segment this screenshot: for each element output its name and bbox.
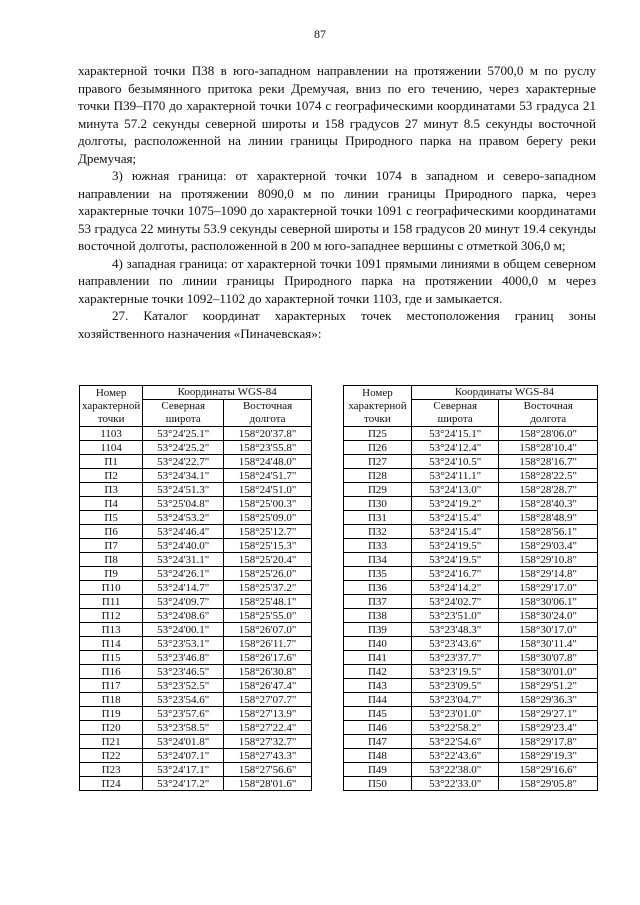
point-id-cell: П27 <box>344 455 412 469</box>
latitude-cell: 53°23'09.5" <box>411 679 499 693</box>
point-id-cell: П7 <box>80 539 143 553</box>
point-id-cell: П48 <box>344 749 412 763</box>
point-id-cell: П20 <box>80 721 143 735</box>
longitude-cell: 158°29'19.3" <box>499 749 598 763</box>
longitude-cell: 158°25'26.0" <box>224 567 312 581</box>
table-row <box>344 665 598 679</box>
table-row <box>80 427 312 441</box>
point-id-cell: П23 <box>80 763 143 777</box>
latitude-cell: 53°24'15.4" <box>411 511 499 525</box>
latitude-cell: 53°24'12.4" <box>411 441 499 455</box>
latitude-cell: 53°23'54.6" <box>143 693 224 707</box>
latitude-cell: 53°24'10.5" <box>411 455 499 469</box>
longitude-cell: 158°29'10.8" <box>499 553 598 567</box>
latitude-cell: 53°24'19.5" <box>411 539 499 553</box>
point-id-cell: П16 <box>80 665 143 679</box>
latitude-cell: 53°24'15.4" <box>411 525 499 539</box>
latitude-cell: 53°23'51.0" <box>411 609 499 623</box>
table-row <box>80 777 312 791</box>
latitude-cell: 53°23'57.6" <box>143 707 224 721</box>
longitude-cell: 158°28'48.9" <box>499 511 598 525</box>
longitude-cell: 158°29'05.8" <box>499 777 598 791</box>
point-id-cell: П14 <box>80 637 143 651</box>
latitude-cell: 53°24'26.1" <box>143 567 224 581</box>
point-id-cell: П12 <box>80 609 143 623</box>
latitude-cell: 53°22'38.0" <box>411 763 499 777</box>
table-row <box>344 749 598 763</box>
point-id-cell: П35 <box>344 567 412 581</box>
latitude-cell: 53°23'04.7" <box>411 693 499 707</box>
point-id-cell: П8 <box>80 553 143 567</box>
coords-group-header: Координаты WGS-84 <box>411 386 597 400</box>
point-header: Номер характерной точки <box>80 386 143 427</box>
latitude-cell: 53°24'34.1" <box>143 469 224 483</box>
latitude-cell: 53°22'58.2" <box>411 721 499 735</box>
longitude-cell: 158°30'17.0" <box>499 623 598 637</box>
longitude-cell: 158°29'14.8" <box>499 567 598 581</box>
point-id-cell: П39 <box>344 623 412 637</box>
paragraph: 4) западная граница: от характерной точки 1091 прямыми линиями в общем северном направлении по линии границы Природного парка на протяжении 4000,0 м через характерные точки 1092–1102 до характерной точки 1103, где и замыкается. <box>78 255 596 306</box>
point-id-cell: П4 <box>80 497 143 511</box>
table-row <box>80 637 312 651</box>
point-id-cell: П30 <box>344 497 412 511</box>
longitude-cell: 158°28'40.3" <box>499 497 598 511</box>
longitude-cell: 158°30'24.0" <box>499 609 598 623</box>
latitude-cell: 53°24'07.1" <box>143 749 224 763</box>
point-id-cell: П19 <box>80 707 143 721</box>
longitude-cell: 158°29'03.4" <box>499 539 598 553</box>
latitude-header: Северная широта <box>143 400 224 427</box>
point-id-cell: П49 <box>344 763 412 777</box>
latitude-cell: 53°23'52.5" <box>143 679 224 693</box>
latitude-cell: 53°22'43.6" <box>411 749 499 763</box>
latitude-cell: 53°24'46.4" <box>143 525 224 539</box>
longitude-cell: 158°20'37.8" <box>224 427 312 441</box>
table-row <box>344 777 598 791</box>
table-row <box>80 483 312 497</box>
latitude-cell: 53°24'40.0" <box>143 539 224 553</box>
latitude-cell: 53°24'08.6" <box>143 609 224 623</box>
latitude-cell: 53°24'19.2" <box>411 497 499 511</box>
point-id-cell: П26 <box>344 441 412 455</box>
latitude-cell: 53°24'14.7" <box>143 581 224 595</box>
table-row <box>344 567 598 581</box>
table-row <box>80 735 312 749</box>
longitude-cell: 158°25'37.2" <box>224 581 312 595</box>
longitude-header: Восточная долгота <box>224 400 312 427</box>
longitude-cell: 158°28'56.1" <box>499 525 598 539</box>
latitude-cell: 53°24'13.0" <box>411 483 499 497</box>
latitude-cell: 53°23'43.6" <box>411 637 499 651</box>
longitude-cell: 158°24'51.7" <box>224 469 312 483</box>
table-row <box>80 595 312 609</box>
longitude-cell: 158°24'51.0" <box>224 483 312 497</box>
longitude-cell: 158°25'00.3" <box>224 497 312 511</box>
latitude-cell: 53°24'51.3" <box>143 483 224 497</box>
table-row <box>344 553 598 567</box>
point-id-cell: П43 <box>344 679 412 693</box>
paragraph: 27. Каталог координат характерных точек местоположения границ зоны хозяйственного назначения «Пиначевская»: <box>78 308 596 341</box>
coordinates-table-left <box>79 385 312 791</box>
point-id-cell: П50 <box>344 777 412 791</box>
table-row <box>344 735 598 749</box>
point-id-cell: П17 <box>80 679 143 693</box>
longitude-cell: 158°30'07.8" <box>499 651 598 665</box>
table-row <box>80 553 312 567</box>
point-id-cell: 1104 <box>80 441 143 455</box>
latitude-cell: 53°23'37.7" <box>411 651 499 665</box>
point-id-cell: П37 <box>344 595 412 609</box>
latitude-cell: 53°24'16.7" <box>411 567 499 581</box>
longitude-cell: 158°25'09.0" <box>224 511 312 525</box>
table-row <box>344 707 598 721</box>
longitude-cell: 158°29'16.6" <box>499 763 598 777</box>
latitude-cell: 53°23'19.5" <box>411 665 499 679</box>
longitude-cell: 158°27'07.7" <box>224 693 312 707</box>
table-row <box>344 497 598 511</box>
table-row <box>80 721 312 735</box>
longitude-cell: 158°30'11.4" <box>499 637 598 651</box>
coordinates-table-right <box>343 385 598 791</box>
longitude-cell: 158°26'47.4" <box>224 679 312 693</box>
longitude-cell: 158°26'07.0" <box>224 623 312 637</box>
longitude-cell: 158°27'56.6" <box>224 763 312 777</box>
table-row <box>80 665 312 679</box>
point-id-cell: 1103 <box>80 427 143 441</box>
coords-group-header: Координаты WGS-84 <box>143 386 312 400</box>
table-row <box>344 511 598 525</box>
longitude-cell: 158°25'48.1" <box>224 595 312 609</box>
latitude-cell: 53°24'01.8" <box>143 735 224 749</box>
table-row <box>80 651 312 665</box>
table-row <box>80 749 312 763</box>
table-row <box>344 455 598 469</box>
longitude-cell: 158°28'10.4" <box>499 441 598 455</box>
body-text <box>78 62 596 342</box>
longitude-cell: 158°28'16.7" <box>499 455 598 469</box>
table-row <box>344 679 598 693</box>
longitude-cell: 158°29'23.4" <box>499 721 598 735</box>
latitude-cell: 53°24'09.7" <box>143 595 224 609</box>
point-id-cell: П45 <box>344 707 412 721</box>
table-row <box>80 525 312 539</box>
point-id-cell: П9 <box>80 567 143 581</box>
point-id-cell: П13 <box>80 623 143 637</box>
paragraph: характерной точки П38 в юго-западном направлении на протяжении 5700,0 м по руслу правого безымянного притока реки Дремучая, вниз по его течению, через характерные точки П39–П70 до характерной точки 1074 с географическими координатами 53 градуса 21 минута 57.2 секунды северной широты и 158 градусов 27 минут 8.5 секунды восточной долготы, расположенной на линии границы Природного парка на правом берегу реки Дремучая; <box>78 63 596 166</box>
table-row <box>344 581 598 595</box>
table-row <box>80 497 312 511</box>
table-row <box>344 427 598 441</box>
longitude-cell: 158°28'01.6" <box>224 777 312 791</box>
latitude-cell: 53°23'48.3" <box>411 623 499 637</box>
latitude-cell: 53°22'33.0" <box>411 777 499 791</box>
table-row <box>344 483 598 497</box>
table-row <box>80 469 312 483</box>
point-id-cell: П36 <box>344 581 412 595</box>
longitude-cell: 158°28'22.5" <box>499 469 598 483</box>
point-id-cell: П18 <box>80 693 143 707</box>
point-id-cell: П38 <box>344 609 412 623</box>
latitude-cell: 53°24'53.2" <box>143 511 224 525</box>
longitude-cell: 158°23'55.8" <box>224 441 312 455</box>
longitude-cell: 158°25'55.0" <box>224 609 312 623</box>
point-id-cell: П25 <box>344 427 412 441</box>
point-id-cell: П22 <box>80 749 143 763</box>
table-row <box>80 763 312 777</box>
point-id-cell: П15 <box>80 651 143 665</box>
longitude-cell: 158°28'06.0" <box>499 427 598 441</box>
latitude-cell: 53°24'19.5" <box>411 553 499 567</box>
longitude-cell: 158°25'12.7" <box>224 525 312 539</box>
point-id-cell: П10 <box>80 581 143 595</box>
latitude-cell: 53°23'01.0" <box>411 707 499 721</box>
point-id-cell: П21 <box>80 735 143 749</box>
table-row <box>80 441 312 455</box>
longitude-cell: 158°29'27.1" <box>499 707 598 721</box>
table-body <box>80 427 312 791</box>
table-row <box>344 623 598 637</box>
latitude-cell: 53°23'46.5" <box>143 665 224 679</box>
point-header: Номер характерной точки <box>344 386 412 427</box>
latitude-cell: 53°24'17.1" <box>143 763 224 777</box>
table-row <box>80 707 312 721</box>
longitude-cell: 158°29'17.0" <box>499 581 598 595</box>
point-id-cell: П29 <box>344 483 412 497</box>
paragraph: 3) южная граница: от характерной точки 1074 в западном и северо-западном направлении на протяжении 8090,0 м по линии границы Природного парка, через характерные точки 1075–1090 до характерной точки 1091 с географическими координатами 53 градуса 22 минуты 53.9 секунды северной широты и 158 градусов 20 минут 19.4 секунды восточной долготы, расположенной в 200 м юго-западнее вершины с отметкой 306,0 м; <box>78 168 596 253</box>
longitude-cell: 158°27'32.7" <box>224 735 312 749</box>
coordinates-catalog <box>79 385 598 833</box>
table-body <box>344 427 598 791</box>
latitude-cell: 53°24'31.1" <box>143 553 224 567</box>
point-id-cell: П5 <box>80 511 143 525</box>
table-row <box>344 693 598 707</box>
table-row <box>344 651 598 665</box>
table-row <box>344 609 598 623</box>
latitude-cell: 53°24'25.2" <box>143 441 224 455</box>
point-id-cell: П41 <box>344 651 412 665</box>
latitude-cell: 53°23'53.1" <box>143 637 224 651</box>
point-id-cell: П31 <box>344 511 412 525</box>
longitude-cell: 158°27'13.9" <box>224 707 312 721</box>
table-row <box>80 693 312 707</box>
latitude-cell: 53°22'54.6" <box>411 735 499 749</box>
point-id-cell: П40 <box>344 637 412 651</box>
table-row <box>80 581 312 595</box>
longitude-cell: 158°29'51.2" <box>499 679 598 693</box>
longitude-cell: 158°25'20.4" <box>224 553 312 567</box>
table-row <box>80 609 312 623</box>
point-id-cell: П32 <box>344 525 412 539</box>
latitude-cell: 53°24'15.1" <box>411 427 499 441</box>
latitude-cell: 53°24'22.7" <box>143 455 224 469</box>
longitude-header: Восточная долгота <box>499 400 598 427</box>
point-id-cell: П2 <box>80 469 143 483</box>
table-row <box>80 567 312 581</box>
latitude-cell: 53°23'58.5" <box>143 721 224 735</box>
point-id-cell: П33 <box>344 539 412 553</box>
point-id-cell: П1 <box>80 455 143 469</box>
table-row <box>80 511 312 525</box>
longitude-cell: 158°25'15.3" <box>224 539 312 553</box>
point-id-cell: П34 <box>344 553 412 567</box>
table-row <box>344 595 598 609</box>
latitude-cell: 53°24'14.2" <box>411 581 499 595</box>
table-row <box>344 525 598 539</box>
longitude-cell: 158°26'11.7" <box>224 637 312 651</box>
latitude-cell: 53°24'11.1" <box>411 469 499 483</box>
table-row <box>80 455 312 469</box>
table-row <box>344 539 598 553</box>
point-id-cell: П6 <box>80 525 143 539</box>
longitude-cell: 158°28'28.7" <box>499 483 598 497</box>
table-row <box>344 721 598 735</box>
table-row <box>344 469 598 483</box>
longitude-cell: 158°29'17.8" <box>499 735 598 749</box>
table-row <box>344 637 598 651</box>
point-id-cell: П44 <box>344 693 412 707</box>
latitude-cell: 53°24'00.1" <box>143 623 224 637</box>
page-number: 87 <box>314 27 326 41</box>
point-id-cell: П24 <box>80 777 143 791</box>
point-id-cell: П47 <box>344 735 412 749</box>
point-id-cell: П46 <box>344 721 412 735</box>
latitude-cell: 53°25'04.8" <box>143 497 224 511</box>
longitude-cell: 158°29'36.3" <box>499 693 598 707</box>
latitude-cell: 53°24'17.2" <box>143 777 224 791</box>
table-row <box>80 679 312 693</box>
latitude-cell: 53°23'46.8" <box>143 651 224 665</box>
latitude-cell: 53°24'25.1" <box>143 427 224 441</box>
point-id-cell: П42 <box>344 665 412 679</box>
longitude-cell: 158°26'17.6" <box>224 651 312 665</box>
latitude-header: Северная широта <box>411 400 499 427</box>
longitude-cell: 158°30'06.1" <box>499 595 598 609</box>
longitude-cell: 158°24'48.0" <box>224 455 312 469</box>
table-row <box>80 623 312 637</box>
point-id-cell: П28 <box>344 469 412 483</box>
longitude-cell: 158°27'43.3" <box>224 749 312 763</box>
table-row <box>344 441 598 455</box>
table-row <box>344 763 598 777</box>
point-id-cell: П11 <box>80 595 143 609</box>
longitude-cell: 158°26'30.8" <box>224 665 312 679</box>
longitude-cell: 158°30'01.0" <box>499 665 598 679</box>
longitude-cell: 158°27'22.4" <box>224 721 312 735</box>
latitude-cell: 53°24'02.7" <box>411 595 499 609</box>
point-id-cell: П3 <box>80 483 143 497</box>
table-row <box>80 539 312 553</box>
